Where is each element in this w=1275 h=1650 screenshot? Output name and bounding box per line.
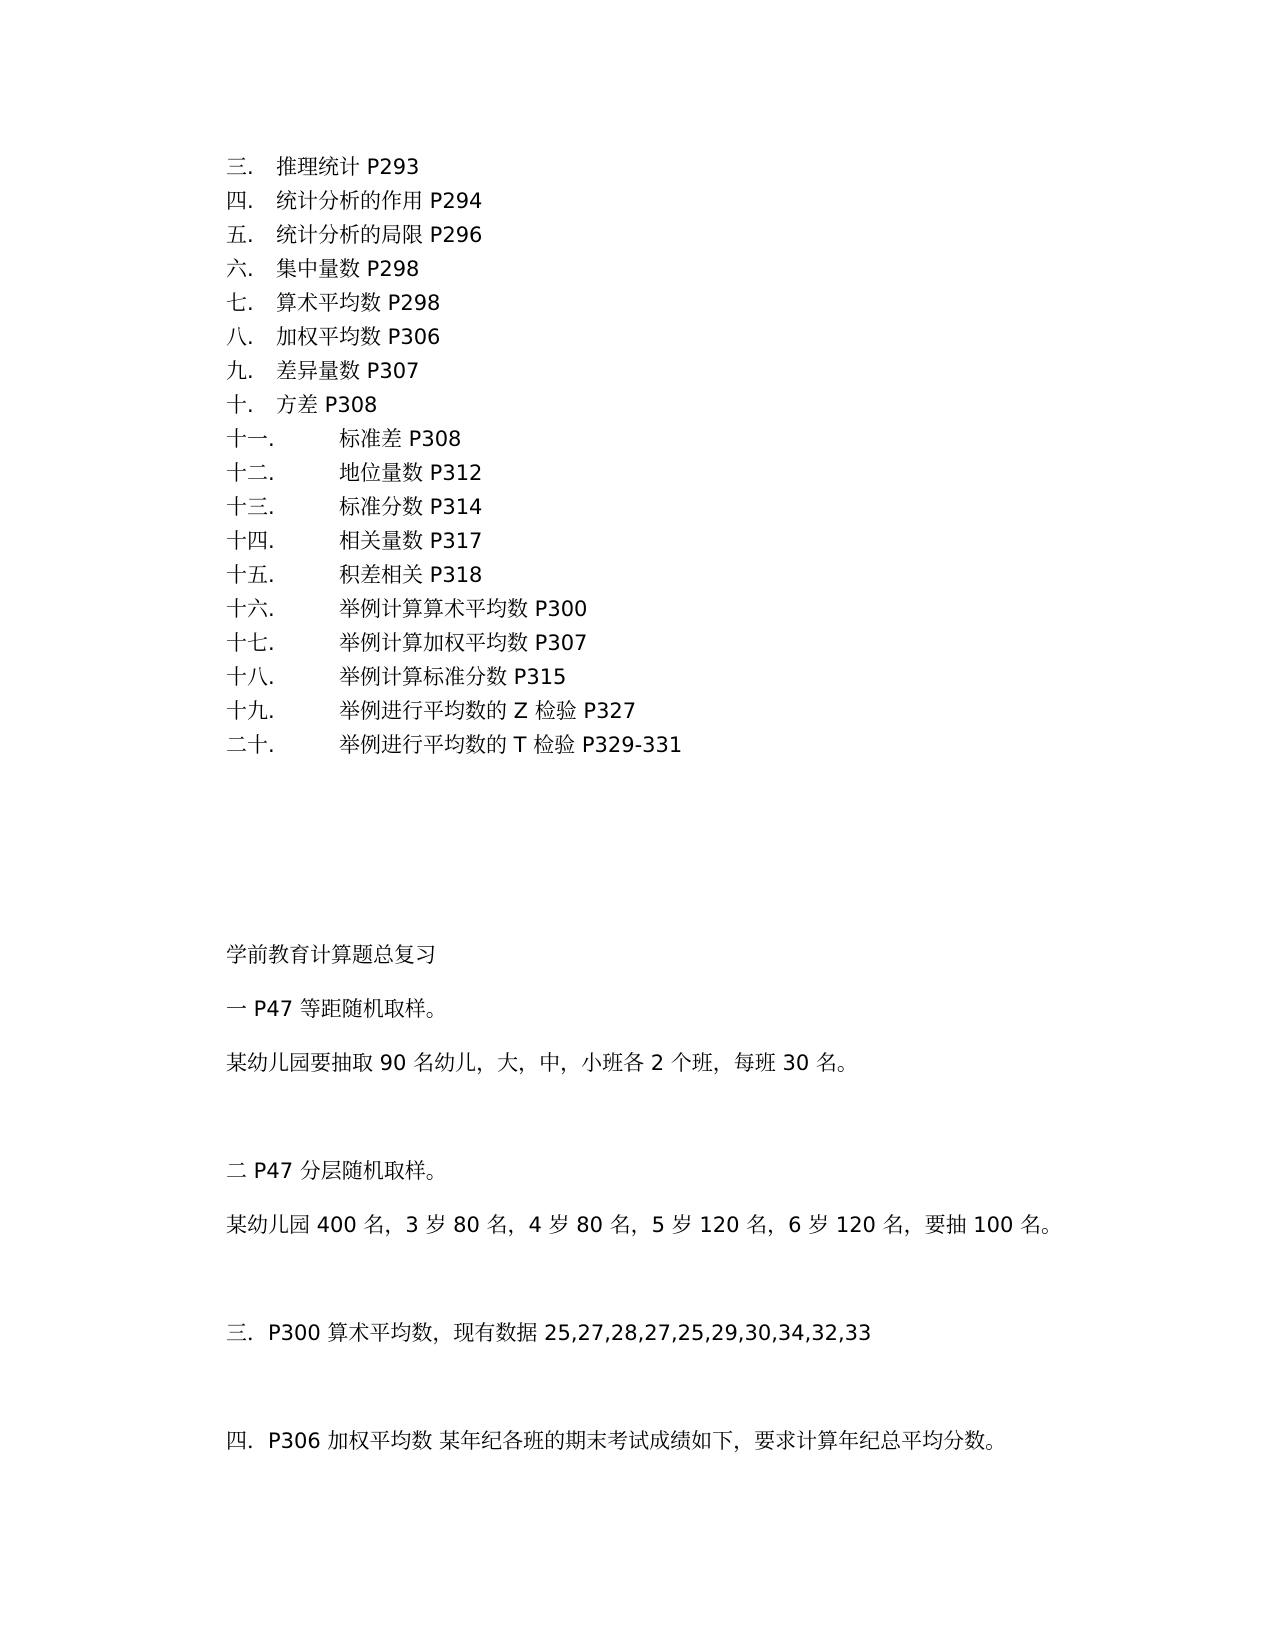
list-item [226, 626, 1126, 660]
item-text: 地位量数 P312 [339, 461, 483, 485]
list-item [226, 422, 1126, 456]
problem-4: 四．P306 加权平均数 某年纪各班的期末考试成绩如下，要求计算年纪总平均分数。 [226, 1429, 1007, 1453]
item-number: 十八. [226, 665, 275, 689]
item-number: 四. [226, 189, 254, 213]
item-number: 二十. [226, 733, 275, 757]
item-number: 八. [226, 325, 254, 349]
item-text: 统计分析的作用 P294 [276, 189, 483, 213]
item-text: 举例计算加权平均数 P307 [339, 631, 588, 655]
list-item [226, 218, 1126, 252]
item-number: 七. [226, 291, 254, 315]
item-text: 方差 P308 [276, 393, 378, 417]
item-text: 算术平均数 P298 [276, 291, 441, 315]
problem-3: 三．P300 算术平均数，现有数据 25,27,28,27,25,29,30,34,32,33 [226, 1321, 872, 1345]
item-text: 标准分数 P314 [339, 495, 483, 519]
problem-2-heading: 二 P47 分层随机取样。 [226, 1159, 447, 1183]
item-text: 加权平均数 P306 [276, 325, 441, 349]
item-number: 六. [226, 257, 254, 281]
list-item [226, 184, 1126, 218]
item-number: 十一. [226, 427, 275, 451]
item-text: 相关量数 P317 [339, 529, 483, 553]
list-item [226, 660, 1126, 694]
item-number: 三. [226, 155, 254, 179]
list-item [226, 694, 1126, 728]
list-item [226, 456, 1126, 490]
item-text: 举例计算算术平均数 P300 [339, 597, 588, 621]
item-text: 举例计算标准分数 P315 [339, 665, 567, 689]
topic-list [226, 150, 1126, 762]
item-text: 积差相关 P318 [339, 563, 483, 587]
item-number: 九. [226, 359, 254, 383]
item-number: 五. [226, 223, 254, 247]
item-text: 统计分析的局限 P296 [276, 223, 483, 247]
list-item [226, 286, 1126, 320]
item-number: 十七. [226, 631, 275, 655]
list-item [226, 558, 1126, 592]
item-number: 十六. [226, 597, 275, 621]
item-number: 十九. [226, 699, 275, 723]
list-item [226, 320, 1126, 354]
list-item [226, 354, 1126, 388]
item-text: 举例进行平均数的 Z 检验 P327 [339, 699, 637, 723]
item-number: 十五. [226, 563, 275, 587]
item-text: 推理统计 P293 [276, 155, 420, 179]
item-number: 十三. [226, 495, 275, 519]
list-item [226, 150, 1126, 184]
problem-1-heading: 一 P47 等距随机取样。 [226, 997, 447, 1021]
list-item [226, 252, 1126, 286]
problem-2-body: 某幼儿园 400 名，3 岁 80 名，4 岁 80 名，5 岁 120 名，6 岁 120 名，要抽 100 名。 [226, 1213, 1063, 1237]
list-item [226, 728, 1126, 762]
problem-1-body: 某幼儿园要抽取 90 名幼儿，大，中，小班各 2 个班，每班 30 名。 [226, 1051, 858, 1075]
list-item [226, 388, 1126, 422]
list-item [226, 490, 1126, 524]
list-item [226, 592, 1126, 626]
list-item [226, 524, 1126, 558]
item-number: 十二. [226, 461, 275, 485]
item-text: 集中量数 P298 [276, 257, 420, 281]
item-text: 标准差 P308 [339, 427, 462, 451]
item-text: 差异量数 P307 [276, 359, 420, 383]
review-title: 学前教育计算题总复习 [226, 943, 436, 967]
item-number: 十四. [226, 529, 275, 553]
item-text: 举例进行平均数的 T 检验 P329-331 [339, 733, 683, 757]
item-number: 十. [226, 393, 254, 417]
